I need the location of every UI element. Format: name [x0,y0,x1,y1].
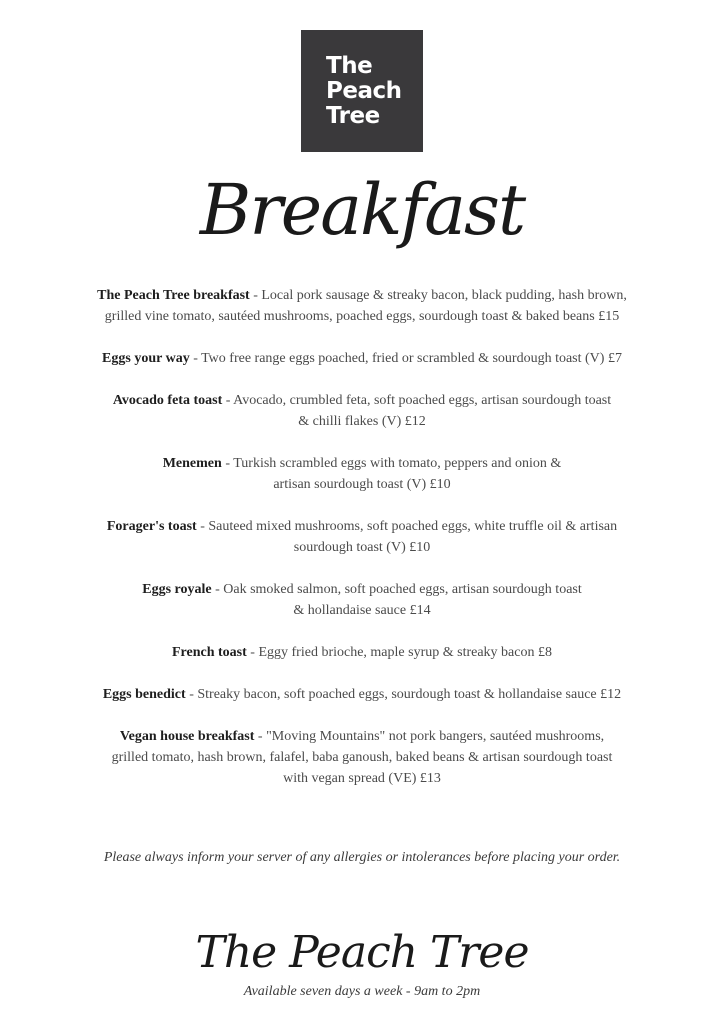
menu-item [60,642,664,663]
item-description: & chilli flakes (V) £12 [298,414,426,429]
item-name: Eggs your way [102,351,190,366]
item-name: The Peach Tree breakfast [97,288,250,303]
item-name: Eggs royale [142,582,212,597]
item-description: sourdough toast (V) £10 [293,540,431,555]
item-description: grilled vine tomato, sautéed mushrooms, poached eggs, sourdough toast & baked beans £15 [104,309,620,324]
page-title: Breakfast [199,169,525,251]
item-description: - Two free range eggs poached, fried or scrambled & sourdough toast (V) £7 [189,351,622,366]
opening-hours: Available seven days a week - 9am to 2pm [243,984,481,999]
item-name: Avocado feta toast [112,393,223,408]
item-description: - Local pork sausage & streaky bacon, black pudding, hash brown, [249,288,627,303]
signature: The Peach Tree [195,927,529,978]
item-description: - Streaky bacon, soft poached eggs, sourdough toast & hollandaise sauce £12 [185,687,622,702]
item-description: - Sauteed mixed mushrooms, soft poached eggs, white truffle oil & artisan [196,519,618,534]
logo-line: Peach [326,77,402,104]
menu-item [60,579,664,621]
item-name: French toast [172,645,247,660]
logo-line: The [326,52,373,79]
menu-item [60,348,664,369]
logo-line: Tree [326,102,380,129]
menu-item [60,453,664,495]
item-description: artisan sourdough toast (V) £10 [273,477,451,492]
item-description: - Avocado, crumbled feta, soft poached eggs, artisan sourdough toast [222,393,612,408]
item-description: - Oak smoked salmon, soft poached eggs, artisan sourdough toast [211,582,582,597]
item-description: - Eggy fried brioche, maple syrup & streaky bacon £8 [246,645,552,660]
menu-item [60,516,664,558]
item-name: Vegan house breakfast [119,729,255,744]
item-description: & hollandaise sauce £14 [293,603,431,618]
allergy-notice: Please always inform your server of any allergies or intolerances before placing your order. [103,850,621,865]
menu-item [60,285,664,327]
item-description: with vegan spread (VE) £13 [283,771,441,786]
item-name: Forager's toast [106,519,197,534]
item-name: Eggs benedict [102,687,186,702]
item-description: - Turkish scrambled eggs with tomato, peppers and onion & [221,456,562,471]
menu-item [60,726,664,789]
item-description: grilled tomato, hash brown, falafel, baba ganoush, baked beans & artisan sourdough toast [111,750,613,765]
item-description: - "Moving Mountains" not pork bangers, sautéed mushrooms, [254,729,605,744]
item-name: Menemen [162,456,222,471]
menu-item [60,684,664,705]
menu-item [60,390,664,432]
menu-items [60,285,664,810]
logo [301,30,423,152]
